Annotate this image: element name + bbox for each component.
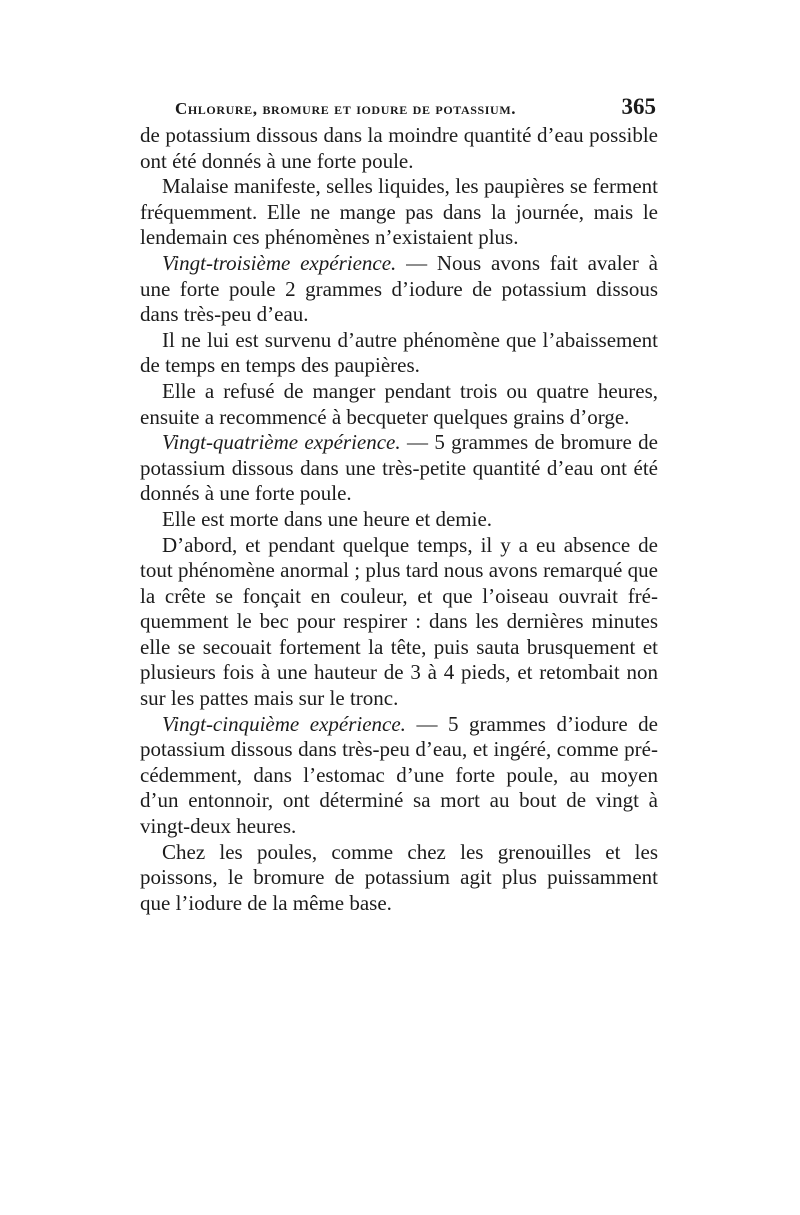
page-number: 365 xyxy=(621,94,656,119)
running-title: Chlorure, bromure et iodure de potassium. xyxy=(175,99,517,118)
paragraph-6 xyxy=(140,430,658,507)
running-head xyxy=(140,94,656,124)
experiment-heading: Vingt-quatrième expérience. xyxy=(162,430,401,455)
paragraph-8 xyxy=(140,533,658,712)
paragraph-8-text: D’abord, et pendant quelque temps, il y a eu absence de tout phénomène anormal ; plus tard nous avons remarqué que la crête se fonçait en couleur, et que l’oiseau ouvrait fréquemment le bec pour respirer : dans les dernières minutes elle se secouait fortement la tête, puis sauta brusquement et plusieurs fois à une hauteur de 3 à 4 pieds, et retombait non sur les pattes mais sur le tronc. xyxy=(140,532,658,711)
paragraph-3-text: — Nous avons fait avaler à une forte poule 2 grammes d’iodure de potassium dissous dans très-peu d’eau. xyxy=(140,250,658,327)
paragraph-1-text: de potassium dissous dans la moindre quantité d’eau possible ont été donnés à une forte poule. xyxy=(140,123,658,173)
paragraph-7 xyxy=(140,507,658,533)
body-text xyxy=(140,123,658,916)
paragraph-9-text: — 5 grammes d’iodure de potassium dissous dans très-peu d’eau, et ingéré, comme précédemment, dans l’estomac d’une forte poule, au moyen d’un entonnoir, ont déterminé sa mort au bout de vingt à vingt-deux heures. xyxy=(140,711,658,839)
paragraph-2 xyxy=(140,174,658,251)
paragraph-3 xyxy=(140,251,658,328)
paragraph-5-text: Elle a refusé de manger pendant trois ou quatre heures, ensuite a recommencé à becqueter quelques grains d’orge. xyxy=(140,378,658,429)
paragraph-4-text: Il ne lui est survenu d’autre phénomène que l’abaissement de temps en temps des paupières. xyxy=(140,327,658,378)
paragraph-7-text: Elle est morte dans une heure et demie. xyxy=(162,506,493,531)
paragraph-1 xyxy=(140,123,658,174)
experiment-heading: Vingt-troisième expérience. xyxy=(162,250,397,275)
paragraph-5 xyxy=(140,379,658,430)
experiment-heading: Vingt-cinquième expérience. xyxy=(162,711,406,736)
paragraph-4 xyxy=(140,328,658,379)
paragraph-10 xyxy=(140,840,658,917)
paragraph-2-text: Malaise manifeste, selles liquides, les paupières se ferment fréquemment. Elle ne mange pas dans la journée, mais le lendemain ces phénomènes n’existaient plus. xyxy=(140,174,658,250)
paragraph-6-text: — 5 grammes de bromure de potassium dissous dans une très-petite quantité d’eau ont été donnés à une forte poule. xyxy=(140,430,659,506)
paragraph-9 xyxy=(140,712,658,840)
paragraph-10-text: Chez les poules, comme chez les grenouilles et les poissons, le bromure de potassium agit plus puissamment que l’iodure de la même base. xyxy=(140,839,658,915)
